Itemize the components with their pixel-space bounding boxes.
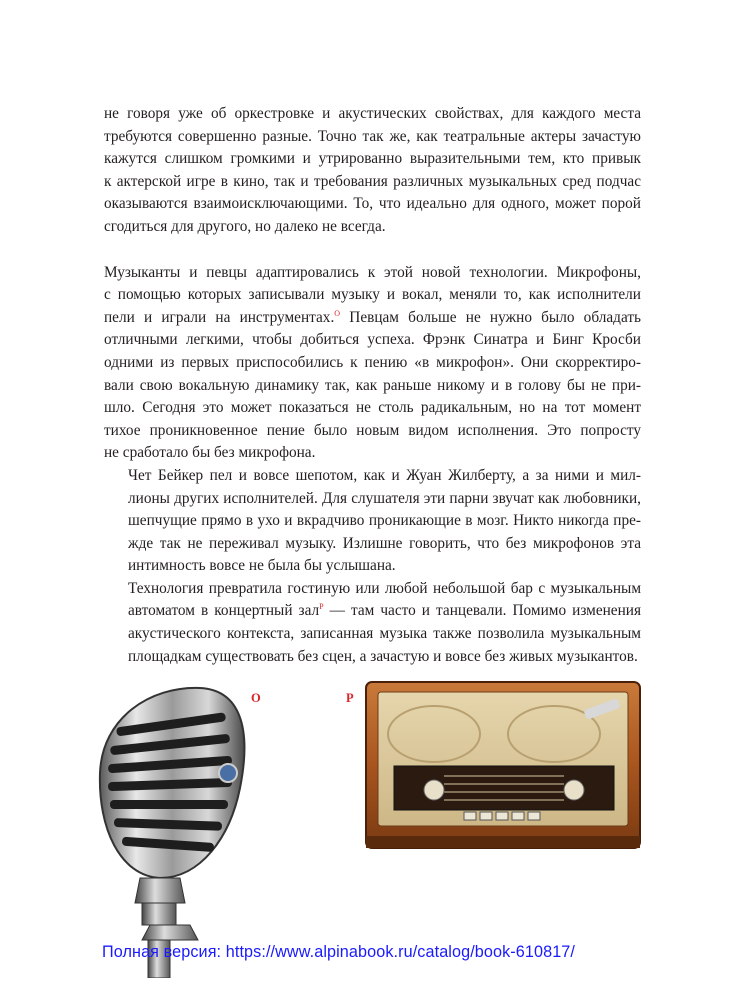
text-line: интимность вовсе не была бы услышана. xyxy=(128,557,396,575)
paragraph-2 xyxy=(104,262,641,465)
text-line: сгодиться для другого, но далеко не всегда. xyxy=(104,217,386,235)
text-line: лионы других исполнителей. Для слушателя эти парни звучат как любовники, xyxy=(128,489,641,507)
text-line xyxy=(104,307,641,330)
vintage-microphone-image xyxy=(80,678,260,978)
text-fragment: пели и играли на инструментах. xyxy=(104,308,335,326)
paragraph-4 xyxy=(104,578,641,668)
text-line: кажутся слишком громкими и утрированно выразительными тем, кто привык xyxy=(104,150,641,168)
vintage-radio-image xyxy=(364,680,642,856)
text-line: не говоря уже об оркестровке и акустических свойствах, для каждого места xyxy=(104,105,641,122)
text-line: Музыканты и певцы адаптировались к этой новой технологии. Микрофоны, xyxy=(104,263,641,281)
text-fragment: — там часто и танцевали. Помимо изменения xyxy=(323,602,641,620)
text-line: оказываются взаимоисключающими. То, что идеально для одного, может порой xyxy=(104,195,641,213)
figure-label-o: O xyxy=(251,691,261,705)
text-line: шло. Сегодня это может показаться не столь радикальным, но на тот момент xyxy=(104,399,641,417)
text-fragment: автоматом в концертный зал xyxy=(128,602,320,620)
text-line xyxy=(104,600,641,623)
radio-illustration xyxy=(364,680,642,856)
text-line: не сработало бы без микрофона. xyxy=(104,444,316,462)
text-line: тихое проникновенное пение было новым видом исполнения. Это попросту xyxy=(104,421,641,439)
footnote-marker-o[interactable]: O xyxy=(334,308,341,318)
text-line: вали свою вокальную динамику так, как раньше никому и в голову бы не при- xyxy=(104,376,641,394)
text-line: отличными легкими, чтобы добиться успеха. Фрэнк Синатра и Бинг Кросби xyxy=(104,331,641,349)
text-line: акустического контекста, записанная музыка также позволила музыкальным xyxy=(128,625,641,643)
text-fragment: Певцам больше не нужно было обладать xyxy=(349,308,641,326)
body-text xyxy=(104,103,641,668)
text-line: с помощью которых записывали музыку и вокал, меняли то, как исполнители xyxy=(104,286,641,304)
paragraph-1 xyxy=(104,103,641,239)
text-line: площадкам существовать без сцен, а зачастую и вовсе без живых музыкантов. xyxy=(128,647,638,665)
text-line: жде так не переживал музыку. Излишне говорить, что без микрофонов эта xyxy=(128,534,641,552)
full-version-link[interactable]: Полная версия: https://www.alpinabook.ru/catalog/book-610817/ xyxy=(102,943,576,961)
text-line: одними из первых приспособились к пению «в микрофон». Они скорректиро- xyxy=(104,353,641,371)
text-line: Технология превратила гостиную или любой небольшой бар с музыкальным xyxy=(128,579,641,597)
text-line: требуются совершенно разные. Точно так же, как театральные актеры зачастую xyxy=(104,127,641,145)
footnote-marker-p[interactable]: P xyxy=(319,602,324,612)
text-line: к актерской игре в кино, так и требования различных музыкальных сред подчас xyxy=(104,172,641,190)
text-line: Чет Бейкер пел и вовсе шепотом, как и Жуан Жилберту, а за ними и мил- xyxy=(128,466,641,484)
figure-label-p: P xyxy=(346,691,354,705)
paragraph-3 xyxy=(104,465,641,578)
text-line: шепчущие прямо в ухо и вкрадчиво проникающие в мозг. Никто никогда пре- xyxy=(128,512,641,530)
microphone-illustration xyxy=(80,678,260,978)
